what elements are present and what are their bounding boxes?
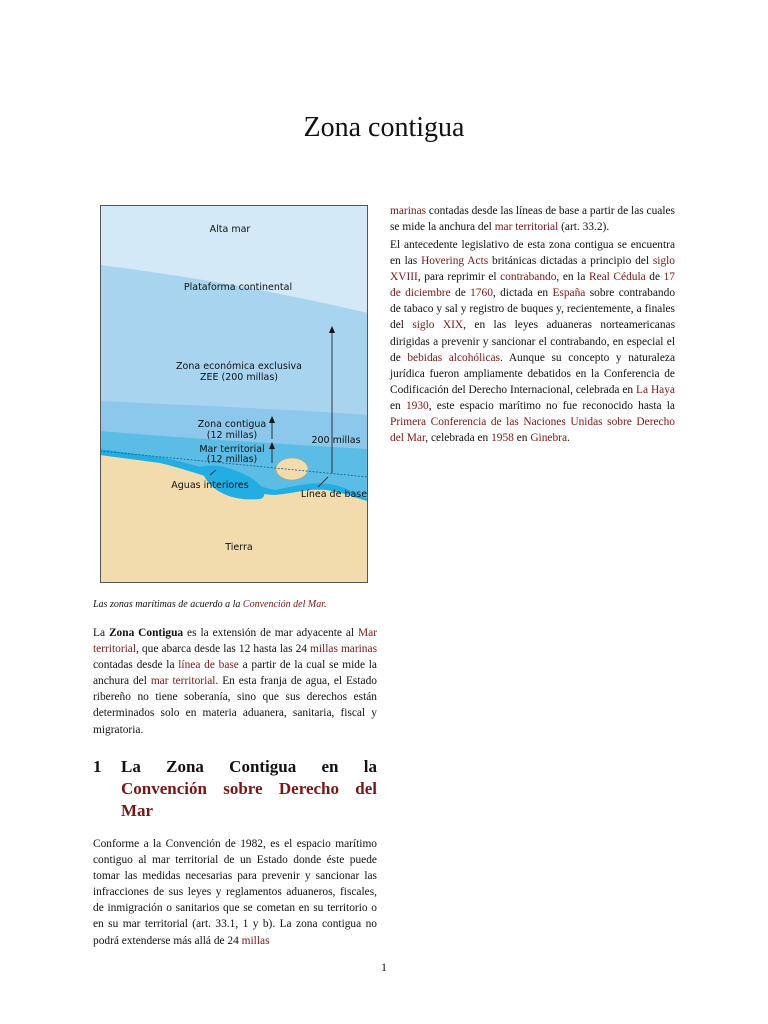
text-run: El antecedente legislativo de esta zona contigua se encuentra en las (390, 239, 675, 268)
page-number: 1 (381, 960, 387, 974)
link-marinas[interactable]: marinas (390, 205, 427, 217)
island-shape (276, 458, 308, 480)
text-run: , que abarca desde las 12 hasta las 24 (136, 643, 311, 656)
link-millas[interactable]: millas (241, 934, 270, 947)
text-run: . Aunque su concepto y naturaleza jurídica fueron ampliamente debatidos en la Conferencia de Codificación del Derecho Internacional, celebrada en (390, 351, 675, 396)
text-run: a partir de la cual se mide la anchura del (93, 659, 377, 688)
link-mar-territorial[interactable]: Mar territorial (93, 627, 377, 656)
right-paragraph-1 (390, 203, 675, 235)
link-linea-de-base[interactable]: línea de base (178, 659, 239, 672)
link-millas-marinas[interactable]: millas marinas (310, 643, 377, 656)
maritime-zones-diagram (100, 205, 368, 583)
link-primera-conferencia[interactable]: Primera Conferencia de las Naciones Unidas sobre Derecho del Mar (390, 416, 675, 445)
section-number: 1 (93, 757, 102, 776)
text-run: . (567, 432, 570, 445)
text-run: contadas desde la (93, 659, 179, 672)
section-paragraph (93, 836, 377, 949)
section-title-text: La Zona Contigua en la (121, 757, 377, 776)
page-title: Zona contigua (303, 112, 465, 143)
link-real-cedula[interactable]: Real Cédula (588, 271, 646, 284)
link-siglo-xix[interactable]: siglo XIX (412, 319, 464, 332)
text-run: , en las leyes aduaneras norteamericanas dirigidas a prevenir y sancionar el contrabando, en especial el de (390, 319, 675, 364)
label-aguas-interiores: Aguas interiores (171, 480, 249, 491)
text-run: es la extensión de mar adyacente al (183, 627, 359, 639)
label-contigua-line1: Zona contigua (197, 419, 267, 430)
label-linea-base: Línea de base (300, 489, 368, 500)
link-1760[interactable]: 1760 (470, 287, 493, 300)
label-200-millas: 200 millas (311, 435, 361, 446)
link-hovering-acts[interactable]: Hovering Acts (421, 255, 489, 268)
text-run: en (390, 399, 406, 412)
link-contrabando[interactable]: contrabando (500, 271, 557, 284)
text-run: , dictada en (492, 287, 553, 300)
link-bebidas-alcoholicas[interactable]: bebidas alcohólicas (407, 351, 500, 364)
text-run: contadas desde las líneas de base a partir de las cuales se mide la anchura del (390, 205, 675, 234)
link-convencion[interactable]: Convención sobre Derecho del Mar (121, 779, 377, 820)
label-zee-line1: Zona económica exclusiva (176, 361, 302, 372)
link-mar-territorial-3[interactable]: mar territorial (494, 221, 559, 234)
link-ginebra[interactable]: Ginebra (530, 432, 567, 445)
link-mar-territorial-2[interactable]: mar territorial (150, 675, 216, 688)
diagram-svg (100, 205, 368, 583)
right-paragraph-2 (390, 237, 675, 446)
text-run: sobre contrabando de tabaco y sal y registro de buques y, recientemente, a finales del (390, 287, 676, 332)
text-run: , celebrada en (425, 432, 492, 445)
link-espana[interactable]: España (552, 287, 586, 300)
text-run: , este espacio marítimo no fue reconocido hasta la (428, 399, 675, 412)
label-tierra: Tierra (225, 542, 253, 553)
label-territorial-line2: (12 millas) (206, 454, 258, 465)
caption-suffix: . (324, 599, 327, 610)
label-territorial-line1: Mar territorial (199, 444, 265, 455)
section-heading (93, 756, 377, 822)
text-run: . En esta franja de agua, el Estado ribereño no tiene soberanía, sino que sus derechos están determinados solo en materia aduanera, sanitaria, fiscal y migratoria. (93, 675, 377, 736)
label-alta-mar: Alta mar (209, 224, 251, 235)
text-run: en (513, 432, 531, 445)
link-1930[interactable]: 1930 (405, 399, 429, 412)
link-1958[interactable]: 1958 (491, 432, 514, 445)
text-run: , en la (556, 271, 589, 284)
link-siglo-xviii[interactable]: siglo XVIII (390, 255, 675, 284)
text-run: británicas dictadas a principio del (488, 255, 653, 268)
text-run: , para reprimir el (417, 271, 501, 284)
label-plataforma: Plataforma continental (183, 282, 293, 293)
intro-paragraph (93, 625, 377, 738)
label-zee-line2: ZEE (200 millas) (199, 372, 279, 383)
text-run: de (645, 271, 664, 284)
link-la-haya[interactable]: La Haya (636, 383, 675, 396)
figure-caption (93, 598, 383, 612)
text-run: (art. 33.2). (558, 221, 610, 234)
caption-text: Las zonas marítimas de acuerdo a la (93, 599, 243, 610)
term-bold: Zona Contigua (108, 627, 184, 639)
text-run: Conforme a la Convención de 1982, es el espacio marítimo contiguo al mar territorial de un Estado donde éste puede tomar las medidas necesarias para prevenir y sancionar las infracciones de sus leyes y reglamentos aduaneros, fiscales, de inmigración o sanitarios que se cometan en su territorio o en su mar territorial (art. 33.1, 1 y b). La zona contigua no podrá extenderse más allá de 24 (93, 838, 377, 947)
caption-link[interactable]: Convención del Mar (242, 599, 325, 610)
text-run: de (450, 287, 471, 300)
text-run: La (93, 627, 109, 639)
section-title (121, 756, 377, 822)
link-17-diciembre[interactable]: 17 de diciembre (390, 271, 675, 300)
label-contigua-line2: (12 millas) (206, 430, 258, 441)
